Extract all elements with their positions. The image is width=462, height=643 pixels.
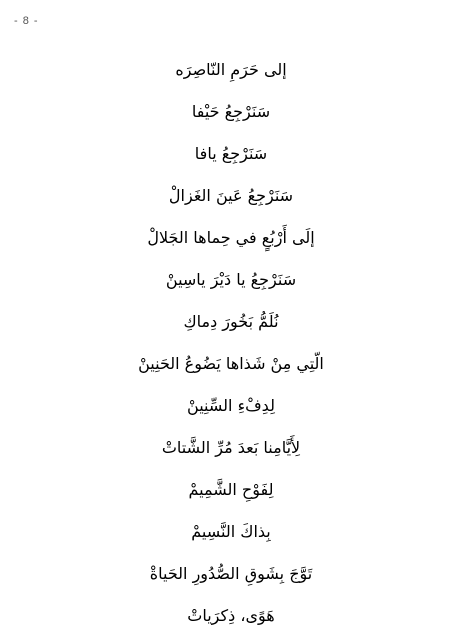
- poem-line-10: لِأَيَّامِنا بَعدَ مُرِّ الشَّتاتْ: [161, 438, 301, 457]
- poem-line-14: هَوًى، ذِكرَياتْ: [187, 606, 275, 625]
- poem-line-9: لِدِفْءِ السِّنِينْ: [187, 396, 275, 415]
- poem-line-2: سَنَرْجِعُ حَيْفا: [191, 102, 271, 121]
- poem-line-13: تَوَّجَ بِشَوقِ الصُّدُورِ الحَياةْ: [149, 564, 313, 583]
- page-number: - 8 -: [14, 15, 39, 27]
- poem-line-1: إلى حَرَمِ النّاصِرَه: [175, 60, 287, 79]
- poem: [0, 55, 462, 643]
- poem-line-4: سَنَرْجِعُ عَينَ الغَزالْ: [168, 186, 294, 205]
- poem-line-5: إلَى أَرْبُعٍ في حِماها الجَلالْ: [147, 228, 315, 247]
- poem-line-12: بِذاكَ النَّسِيمْ: [191, 522, 271, 541]
- poem-line-3: سَنَرْجِعُ يافا: [194, 144, 268, 163]
- poem-line-11: لِفَوْحِ الشَّمِيمْ: [188, 480, 274, 499]
- poem-line-8: الّتِي مِنْ شَذاها يَضُوعُ الحَنِينْ: [138, 354, 324, 373]
- poem-line-7: نُلَمُّ بَخُورَ دِماكِ: [183, 312, 279, 331]
- poem-line-6: سَنَرْجِعُ يا دَيْرَ ياسِينْ: [165, 270, 297, 289]
